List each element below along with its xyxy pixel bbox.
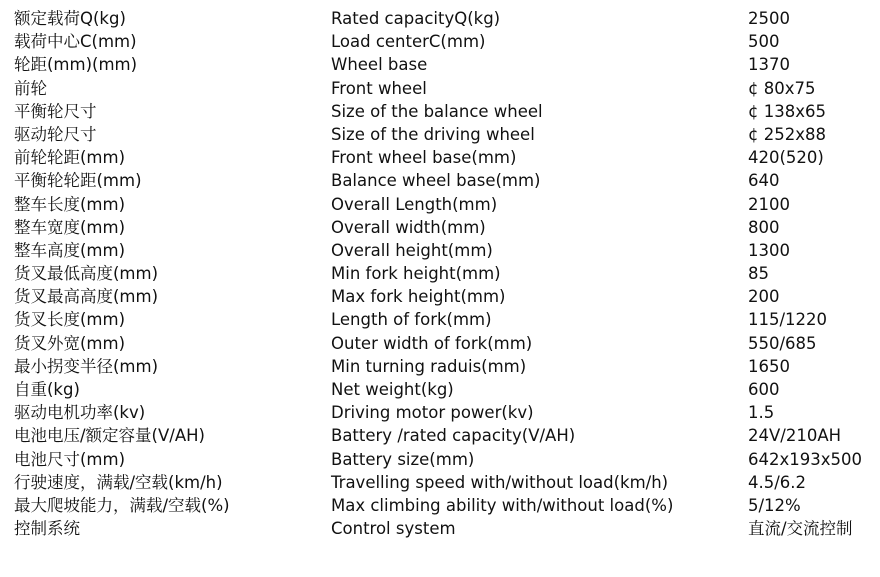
spec-label-en: Front wheel xyxy=(331,78,427,98)
spec-label-zh: 整车长度(mm) xyxy=(14,194,126,214)
spec-label-en: Battery size(mm) xyxy=(331,449,475,469)
spec-label-zh: 载荷中心C(mm) xyxy=(14,32,137,52)
spec-label-zh: 驱动轮尺寸 xyxy=(14,124,97,144)
spec-label-zh: 最大爬坡能力，满载/空载(%) xyxy=(14,495,230,515)
spec-label-zh: 额定载荷Q(kg) xyxy=(14,9,126,28)
spec-label-en: Load centerC(mm) xyxy=(331,32,486,52)
table-row xyxy=(0,100,880,123)
table-row xyxy=(0,332,880,355)
spec-value: 200 xyxy=(748,287,780,307)
spec-label-zh: 平衡轮轮距(mm) xyxy=(14,171,142,191)
spec-value: 2100 xyxy=(748,194,790,214)
spec-value: 5/12% xyxy=(748,495,801,515)
spec-label-en: Rated capacityQ(kg) xyxy=(331,9,501,28)
spec-label-zh: 整车高度(mm) xyxy=(14,240,126,260)
table-row xyxy=(0,494,880,517)
spec-value: 640 xyxy=(748,171,780,191)
spec-value: 642x193x500 xyxy=(748,449,863,469)
spec-label-en: Length of fork(mm) xyxy=(331,310,492,330)
table-row xyxy=(0,77,880,100)
table-row xyxy=(0,169,880,192)
spec-value: 85 xyxy=(748,264,769,284)
spec-label-en: Front wheel base(mm) xyxy=(331,148,517,168)
spec-value: 115/1220 xyxy=(748,310,828,330)
spec-value: 1.5 xyxy=(748,403,775,423)
spec-label-en: Overall height(mm) xyxy=(331,240,493,260)
spec-label-zh: 电池尺寸(mm) xyxy=(14,449,126,469)
spec-label-zh: 整车宽度(mm) xyxy=(14,217,126,237)
spec-value: 1650 xyxy=(748,356,790,376)
spec-value: 550/685 xyxy=(748,333,817,353)
spec-label-zh: 轮距(mm)(mm) xyxy=(14,55,138,75)
spec-label-en: Outer width of fork(mm) xyxy=(331,333,533,353)
spec-label-zh: 平衡轮尺寸 xyxy=(14,101,97,121)
table-row xyxy=(0,239,880,262)
table-row xyxy=(0,517,880,540)
table-row xyxy=(0,123,880,146)
spec-label-zh: 货叉外宽(mm) xyxy=(14,333,126,353)
spec-label-en: Driving motor power(kv) xyxy=(331,403,534,423)
spec-label-en: Wheel base xyxy=(331,55,428,75)
table-row xyxy=(0,193,880,216)
table-row xyxy=(0,146,880,169)
spec-label-en: Overall width(mm) xyxy=(331,217,486,237)
spec-label-en: Control system xyxy=(331,519,456,539)
spec-value: ¢ 252x88 xyxy=(748,124,826,144)
spec-label-zh: 前轮轮距(mm) xyxy=(14,148,126,168)
spec-value: 4.5/6.2 xyxy=(748,472,807,492)
spec-value: 420(520) xyxy=(748,148,824,168)
spec-label-en: Max climbing ability with/without load(%) xyxy=(331,495,674,515)
spec-value: ¢ 80x75 xyxy=(748,78,816,98)
spec-value: 2500 xyxy=(748,9,790,28)
spec-label-zh: 前轮 xyxy=(14,78,47,98)
spec-label-zh: 控制系统 xyxy=(14,519,80,539)
table-row xyxy=(0,262,880,285)
spec-label-zh: 货叉最高高度(mm) xyxy=(14,287,159,307)
spec-value: 直流/交流控制 xyxy=(748,519,853,539)
table-row xyxy=(0,30,880,53)
spec-value: 24V/210AH xyxy=(748,426,842,446)
table-row xyxy=(0,216,880,239)
spec-value: ¢ 138x65 xyxy=(748,101,826,121)
spec-value: 600 xyxy=(748,380,780,399)
table-row xyxy=(0,378,880,401)
table-row xyxy=(0,355,880,378)
table-row xyxy=(0,448,880,471)
spec-value: 1370 xyxy=(748,55,790,75)
table-row xyxy=(0,7,880,30)
spec-label-en: Balance wheel base(mm) xyxy=(331,171,541,191)
spec-value: 800 xyxy=(748,217,780,237)
spec-value: 1300 xyxy=(748,240,790,260)
spec-label-en: Max fork height(mm) xyxy=(331,287,506,307)
table-row xyxy=(0,401,880,424)
table-row xyxy=(0,471,880,494)
spec-label-zh: 驱动电机功率(kv) xyxy=(14,403,146,423)
spec-label-en: Travelling speed with/without load(km/h) xyxy=(331,472,669,492)
spec-label-en: Size of the driving wheel xyxy=(331,124,535,144)
spec-label-en: Net weight(kg) xyxy=(331,380,454,399)
spec-label-en: Min fork height(mm) xyxy=(331,264,501,284)
spec-value: 500 xyxy=(748,32,780,52)
table-row xyxy=(0,285,880,308)
table-row xyxy=(0,308,880,331)
spec-label-zh: 电池电压/额定容量(V/AH) xyxy=(14,426,205,446)
spec-label-zh: 货叉最低高度(mm) xyxy=(14,264,159,284)
spec-table xyxy=(0,7,880,540)
spec-label-en: Battery /rated capacity(V/AH) xyxy=(331,426,576,446)
spec-label-zh: 货叉长度(mm) xyxy=(14,310,126,330)
spec-label-zh: 最小拐变半径(mm) xyxy=(14,356,159,376)
spec-label-en: Min turning raduis(mm) xyxy=(331,356,527,376)
table-row xyxy=(0,424,880,447)
spec-label-en: Overall Length(mm) xyxy=(331,194,498,214)
spec-label-en: Size of the balance wheel xyxy=(331,101,543,121)
table-row xyxy=(0,53,880,76)
spec-label-zh: 自重(kg) xyxy=(14,380,80,399)
spec-label-zh: 行驶速度，满载/空载(km/h) xyxy=(14,472,223,492)
